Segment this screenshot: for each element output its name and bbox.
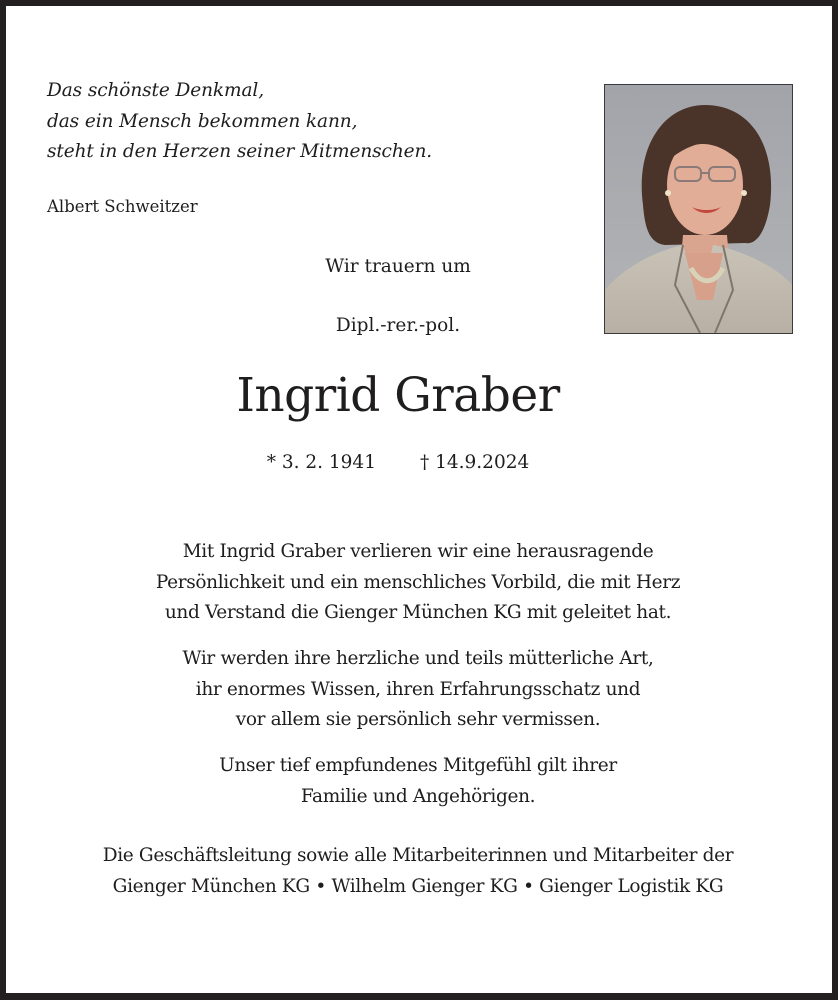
- paragraph-line: ihr enormes Wissen, ihren Erfahrungsschatz und: [195, 678, 641, 700]
- quote-line: das ein Mensch bekommen kann,: [47, 110, 358, 132]
- mourning-intro: Wir trauern um: [325, 256, 471, 277]
- life-dates: [0, 450, 796, 476]
- signature-block: [20, 841, 816, 902]
- birth-date: * 3. 2. 1941: [266, 452, 376, 473]
- paragraph-line: und Verstand die Gienger München KG mit geleitet hat.: [164, 602, 672, 623]
- quote-author: Albert Schweitzer: [47, 197, 198, 216]
- portrait-illustration: [605, 85, 792, 333]
- paragraph-line: Persönlichkeit und ein menschliches Vorbild, die mit Herz: [155, 571, 681, 593]
- deceased-name: Ingrid Graber: [236, 368, 560, 423]
- paragraph-line: Mit Ingrid Graber verlieren wir eine herausragende: [182, 541, 654, 562]
- epigraph-quote: [47, 76, 432, 168]
- portrait-photo: [604, 84, 793, 334]
- tribute-paragraph: [20, 644, 816, 736]
- tribute-paragraph: [20, 537, 816, 629]
- signature-line: Die Geschäftsleitung sowie alle Mitarbeiterinnen und Mitarbeiter der: [102, 845, 734, 866]
- paragraph-line: Wir werden ihre herzliche und teils mütterliche Art,: [182, 648, 654, 669]
- quote-line: steht in den Herzen seiner Mitmenschen.: [47, 141, 433, 162]
- paragraph-line: Unser tief empfundenes Mitgefühl gilt ihrer: [219, 755, 617, 776]
- paragraph-line: Familie und Angehörigen.: [300, 785, 536, 807]
- condolence-paragraph: [20, 751, 816, 812]
- quote-line: Das schönste Denkmal,: [47, 80, 264, 101]
- signature-line: Gienger München KG • Wilhelm Gienger KG • Gienger Logistik KG: [112, 875, 724, 897]
- paragraph-line: vor allem sie persönlich sehr vermissen.: [235, 709, 601, 730]
- academic-title: Dipl.-rer.-pol.: [335, 315, 461, 336]
- death-date: † 14.9.2024: [419, 452, 530, 473]
